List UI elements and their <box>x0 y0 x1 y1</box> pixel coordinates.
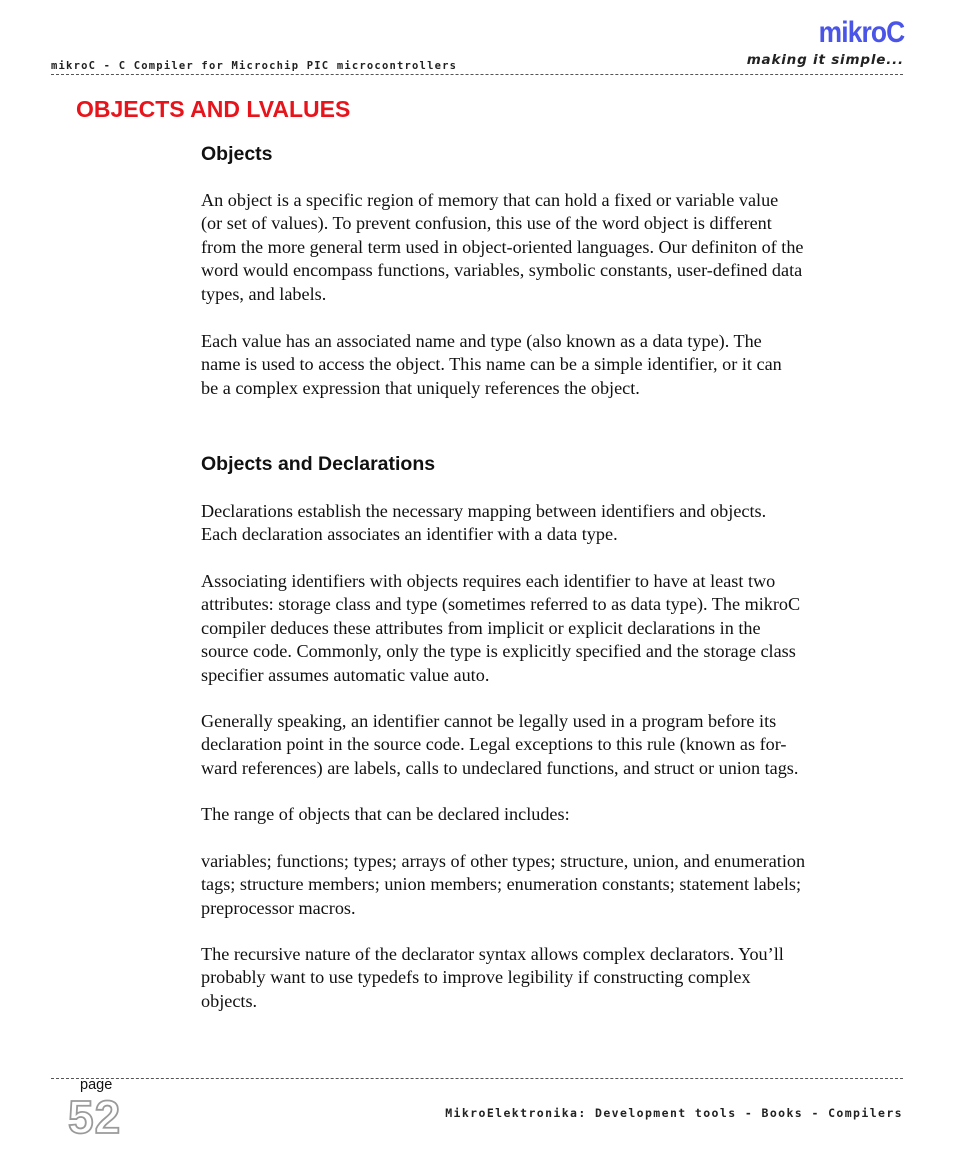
header-title: mikroC - C Compiler for Microchip PIC microcontrollers <box>51 60 458 72</box>
brand-tagline: making it simple... <box>746 52 904 68</box>
declarations-paragraph-6: The recursive nature of the declarator syntax allows complex declarators. You’ll probably want to use typedefs to improve legibility if constructing complex objects. <box>201 944 784 1011</box>
page-number: 52 <box>68 1091 122 1143</box>
declarations-paragraph-2: Associating identifiers with objects requires each identifier to have at least two attributes: storage class and type (sometimes referred to as data type). The mikroC compiler deduces these attributes from implicit or explicit declarations in the source code. Commonly, only the type is explicitly specified and the storage class specifier assumes automatic value auto. <box>201 571 801 685</box>
declarations-paragraph-3: Generally speaking, an identifier cannot be legally used in a program before its declaration point in the source code. Legal exceptions to this rule (known as for- ward references) are labels, calls to undeclared functions, and struct or union tags. <box>201 711 799 778</box>
declarations-paragraph-1: Declarations establish the necessary mapping between identifiers and objects. Each declaration associates an identifier with a data type. <box>201 501 767 545</box>
declarations-paragraph-4: The range of objects that can be declared includes: <box>201 804 570 824</box>
section-title: OBJECTS AND LVALUES <box>76 96 351 122</box>
header-divider <box>51 74 903 75</box>
objects-heading: Objects <box>201 143 273 165</box>
footer-publisher: MikroElektronika: Development tools - Books - Compilers <box>445 1106 903 1120</box>
brand-logo: mikroC <box>818 16 904 49</box>
objects-paragraph-2: Each value has an associated name and type (also known as a data type). The name is used to access the object. This name can be a simple identifier, or it can be a complex expression that uniquely references the object. <box>201 331 782 398</box>
page-label: page <box>80 1077 113 1093</box>
declarations-paragraph-5: variables; functions; types; arrays of other types; structure, union, and enumeration tags; structure members; union members; enumeration constants; statement labels; preprocessor macros. <box>201 851 806 918</box>
declarations-heading: Objects and Declarations <box>201 453 436 475</box>
footer-divider <box>51 1078 903 1079</box>
objects-paragraph-1: An object is a specific region of memory that can hold a fixed or variable value (or set of values). To prevent confusion, this use of the word object is different from the more general term used in object-oriented languages. Our definiton of the word would encompass functions, variables, symbolic constants, user-defined data types, and labels. <box>201 190 804 304</box>
